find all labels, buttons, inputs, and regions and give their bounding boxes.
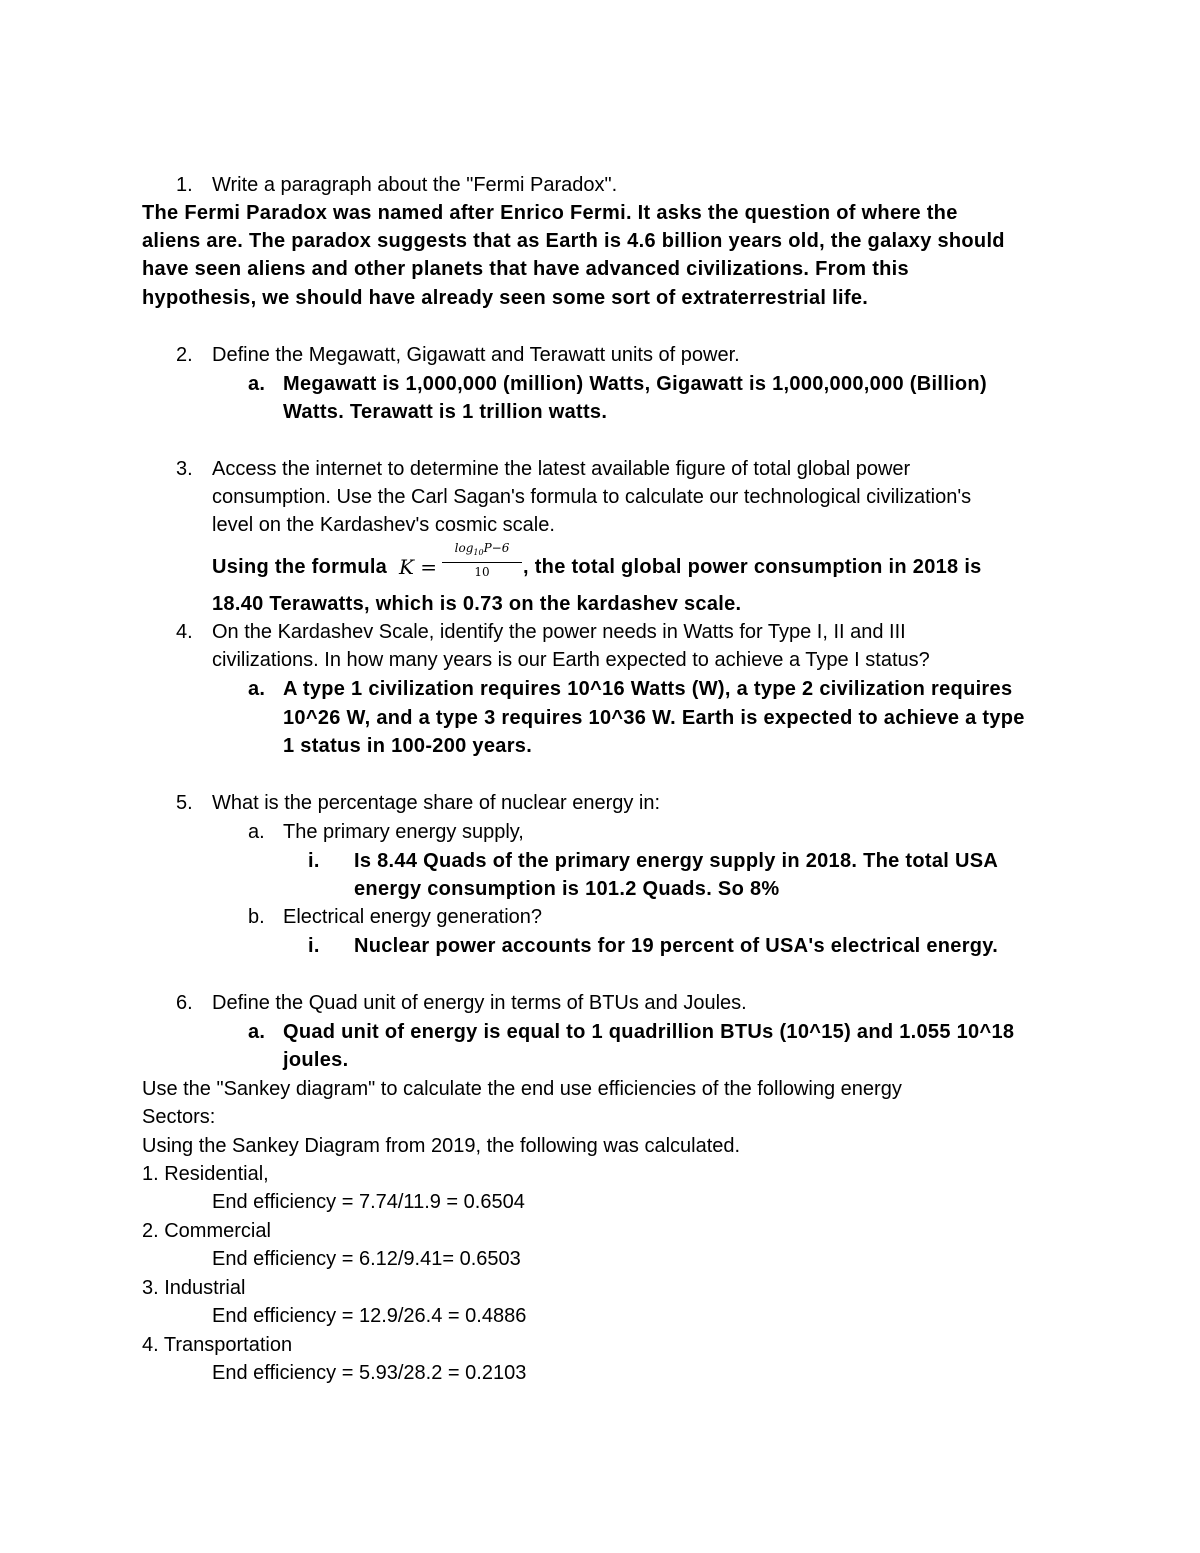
sector-efficiency: End efficiency = 5.93/28.2 = 0.2103 — [212, 1362, 527, 1384]
sankey-intro-line: Using the Sankey Diagram from 2019, the following was calculated. — [142, 1135, 741, 1157]
sector-efficiency: End efficiency = 12.9/26.4 = 0.4886 — [212, 1305, 527, 1327]
q5-part-a-answer-line: energy consumption is 101.2 Quads. So 8% — [354, 878, 780, 900]
q5-number: 5. — [176, 792, 193, 814]
sector-label: 2. Commercial — [142, 1220, 271, 1242]
q1-answer-line: hypothesis, we should have already seen some sort of extraterrestrial life. — [142, 287, 869, 309]
q2-answer-line: Megawatt is 1,000,000 (million) Watts, Gigawatt is 1,000,000,000 (Billion) — [283, 373, 987, 395]
q2-question: Define the Megawatt, Gigawatt and Terawatt units of power. — [212, 344, 740, 366]
q5-question: What is the percentage share of nuclear energy in: — [212, 792, 661, 814]
q3-formula-fraction — [442, 542, 522, 578]
q3-formula-log-base: 10 — [473, 548, 484, 557]
q3-question-line: Access the internet to determine the latest available figure of total global power — [212, 458, 911, 480]
q4-number: 4. — [176, 621, 193, 643]
sector-efficiency: End efficiency = 6.12/9.41= 0.6503 — [212, 1248, 521, 1270]
q1-answer-line: have seen aliens and other planets that have advanced civilizations. From this — [142, 258, 909, 280]
q5-part-b-answer-marker: i. — [308, 935, 320, 957]
q3-number: 3. — [176, 458, 193, 480]
q3-answer-prefix: Using the formula — [212, 556, 388, 578]
q5-part-b: Electrical energy generation? — [283, 906, 543, 928]
sankey-intro-line: Use the "Sankey diagram" to calculate the end use efficiencies of the following energy — [142, 1078, 902, 1100]
q1-question: Write a paragraph about the "Fermi Paradox". — [212, 174, 618, 196]
q4-question-line: civilizations. In how many years is our Earth expected to achieve a Type I status? — [212, 649, 930, 671]
q5-part-a: The primary energy supply, — [283, 821, 524, 843]
sector-efficiency: End efficiency = 7.74/11.9 = 0.6504 — [212, 1191, 525, 1213]
q5-part-a-marker: a. — [248, 821, 265, 843]
q3-formula-log: log — [454, 541, 474, 555]
q3-answer-suffix: , the total global power consumption in 2018 is — [523, 556, 982, 578]
q6-question: Define the Quad unit of energy in terms of BTUs and Joules. — [212, 992, 747, 1014]
q1-answer-line: The Fermi Paradox was named after Enrico Fermi. It asks the question of where the — [142, 202, 958, 224]
q3-question-line: level on the Kardashev's cosmic scale. — [212, 514, 555, 536]
q3-formula-numerator — [442, 542, 522, 559]
sector-label: 4. Transportation — [142, 1334, 293, 1356]
q6-answer-line: joules. — [283, 1049, 349, 1071]
q2-number: 2. — [176, 344, 193, 366]
q6-answer-line: Quad unit of energy is equal to 1 quadrillion BTUs (10^15) and 1.055 10^18 — [283, 1021, 1015, 1043]
q3-formula-denominator: 10 — [474, 565, 490, 579]
q2-answer-line: Watts. Terawatt is 1 trillion watts. — [283, 401, 608, 423]
q1-answer-line: aliens are. The paradox suggests that as Earth is 4.6 billion years old, the galaxy should — [142, 230, 1005, 252]
q6-answer-marker: a. — [248, 1021, 266, 1043]
sankey-intro-line: Sectors: — [142, 1106, 216, 1128]
q5-part-b-answer: Nuclear power accounts for 19 percent of USA's electrical energy. — [354, 935, 999, 957]
q4-answer-line: A type 1 civilization requires 10^16 Watts (W), a type 2 civilization requires — [283, 678, 1013, 700]
q4-answer-line: 1 status in 100-200 years. — [283, 735, 533, 757]
q4-answer-marker: a. — [248, 678, 266, 700]
q2-answer-marker: a. — [248, 373, 266, 395]
q3-answer-line2: 18.40 Terawatts, which is 0.73 on the kardashev scale. — [212, 593, 742, 615]
q6-number: 6. — [176, 992, 193, 1014]
q3-formula-lhs: K = — [399, 555, 438, 579]
q4-answer-line: 10^26 W, and a type 3 requires 10^36 W. Earth is expected to achieve a type — [283, 707, 1025, 729]
sector-label: 3. Industrial — [142, 1277, 246, 1299]
q1-number: 1. — [176, 174, 193, 196]
sector-label: 1. Residential, — [142, 1163, 269, 1185]
q5-part-a-answer-marker: i. — [308, 850, 320, 872]
q3-question-line: consumption. Use the Carl Sagan's formula to calculate our technological civilization's — [212, 486, 972, 508]
q4-question-line: On the Kardashev Scale, identify the power needs in Watts for Type I, II and III — [212, 621, 906, 643]
q5-part-a-answer-line: Is 8.44 Quads of the primary energy supply in 2018. The total USA — [354, 850, 999, 872]
q3-formula-bar — [442, 562, 522, 563]
q3-formula-num-rest: P−6 — [483, 541, 510, 555]
q5-part-b-marker: b. — [248, 906, 265, 928]
